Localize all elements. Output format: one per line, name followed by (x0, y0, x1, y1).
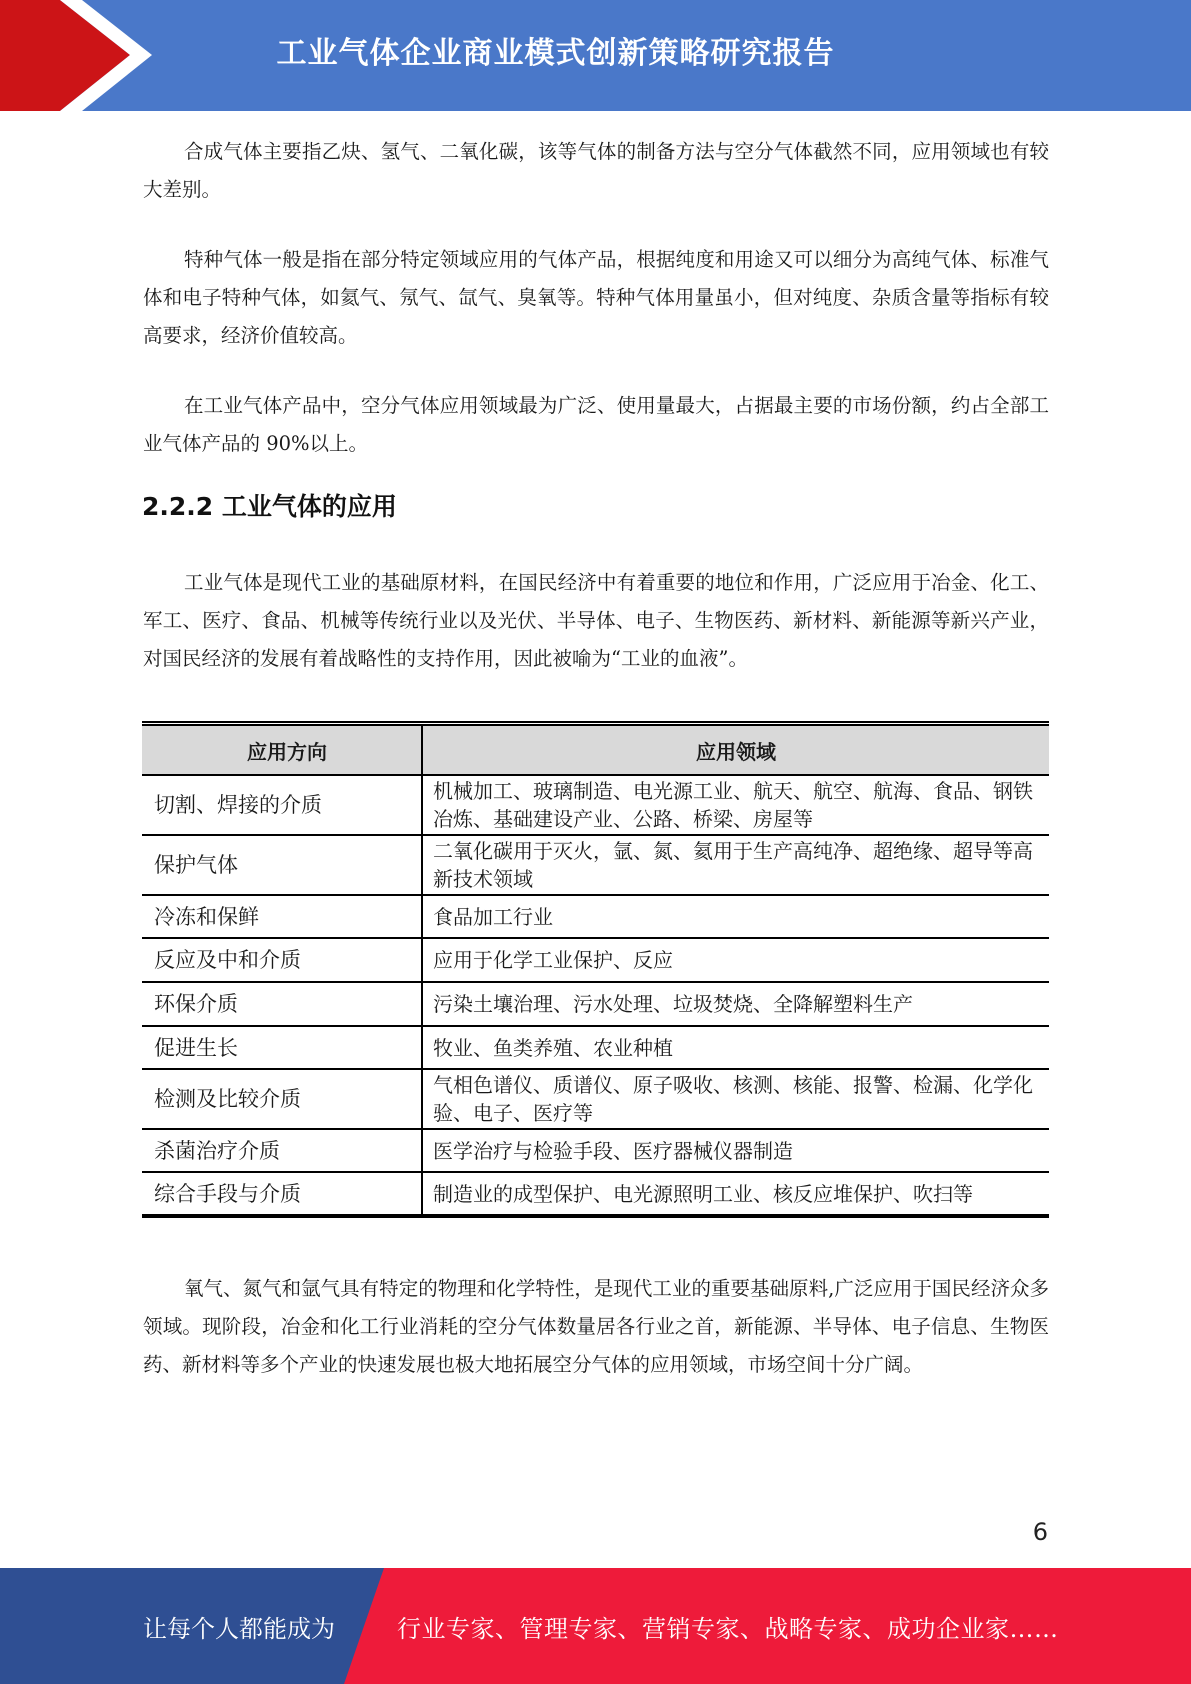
table-row (142, 982, 1049, 1026)
page-header (0, 0, 1191, 111)
section-title: 2.2.2 工业气体的应用 (142, 492, 397, 521)
table-row (142, 1026, 1049, 1069)
cell-field: 制造业的成型保护、电光源照明工业、核反应堆保护、吹扫等 (422, 1172, 1049, 1216)
header-chevron-decoration (0, 0, 160, 111)
cell-field: 机械加工、玻璃制造、电光源工业、航天、航空、航海、食品、钢铁冶炼、基础建设产业、公路、桥梁、房屋等 (422, 775, 1049, 835)
cell-field: 食品加工行业 (422, 895, 1049, 938)
paragraph-market-share: 在工业气体产品中，空分气体应用领域最为广泛、使用量最大，占据最主要的市场份额，约占全部工业气体产品的 90%以上。 (143, 394, 1049, 455)
table-row (142, 1129, 1049, 1172)
table-row (142, 938, 1049, 982)
header-field: 应用领域 (422, 724, 1049, 776)
paragraph-closing: 氧气、氮气和氩气具有特定的物理和化学特性，是现代工业的重要基础原料,广泛应用于国民经济众多领域。现阶段，冶金和化工行业消耗的空分气体数量居各行业之首，新能源、半导体、电子信息、生物医药、新材料等多个产业的快速发展也极大地拓展空分气体的应用领域，市场空间十分广阔。 (143, 1277, 1049, 1376)
cell-field: 医学治疗与检验手段、医疗器械仪器制造 (422, 1129, 1049, 1172)
page-number: 6 (1032, 1518, 1048, 1546)
cell-direction: 冷冻和保鲜 (142, 895, 422, 938)
page-footer (0, 1568, 1191, 1684)
table-row (142, 1172, 1049, 1216)
cell-direction: 反应及中和介质 (142, 938, 422, 982)
cell-direction: 杀菌治疗介质 (142, 1129, 422, 1172)
cell-direction: 环保介质 (142, 982, 422, 1026)
cell-direction: 保护气体 (142, 835, 422, 895)
table-header-row (142, 724, 1049, 776)
applications-table (142, 721, 1049, 1218)
paragraph-specialty-gas: 特种气体一般是指在部分特定领域应用的气体产品，根据纯度和用途又可以细分为高纯气体、标准气体和电子特种气体，如氦气、氖气、氙气、臭氧等。特种气体用量虽小，但对纯度、杂质含量等指标有较高要求，经济价值较高。 (143, 248, 1049, 347)
cell-direction: 综合手段与介质 (142, 1172, 422, 1216)
cell-field: 应用于化学工业保护、反应 (422, 938, 1049, 982)
report-title: 工业气体企业商业模式创新策略研究报告 (276, 36, 835, 71)
header-direction: 应用方向 (142, 724, 422, 776)
cell-direction: 切割、焊接的介质 (142, 775, 422, 835)
table-row (142, 775, 1049, 835)
paragraph-applications-intro: 工业气体是现代工业的基础原材料，在国民经济中有着重要的地位和作用，广泛应用于冶金、化工、军工、医疗、食品、机械等传统行业以及光伏、半导体、电子、生物医药、新材料、新能源等新兴产业，对国民经济的发展有着战略性的支持作用，因此被喻为“工业的血液”。 (143, 571, 1049, 670)
cell-direction: 促进生长 (142, 1026, 422, 1069)
paragraph-synthetic-gas: 合成气体主要指乙炔、氢气、二氧化碳，该等气体的制备方法与空分气体截然不同，应用领域也有较大差别。 (143, 140, 1049, 201)
cell-field: 污染土壤治理、污水处理、垃圾焚烧、全降解塑料生产 (422, 982, 1049, 1026)
table-row (142, 835, 1049, 895)
cell-field: 二氧化碳用于灭火，氩、氮、氦用于生产高纯净、超绝缘、超导等高新技术领域 (422, 835, 1049, 895)
cell-field: 气相色谱仪、质谱仪、原子吸收、核测、核能、报警、检漏、化学化验、电子、医疗等 (422, 1069, 1049, 1129)
footer-slogan-left: 让每个人都能成为 (143, 1614, 335, 1643)
table-row (142, 895, 1049, 938)
cell-field: 牧业、鱼类养殖、农业种植 (422, 1026, 1049, 1069)
footer-slogan-right: 行业专家、管理专家、营销专家、战略专家、成功企业家…… (397, 1614, 1059, 1643)
cell-direction: 检测及比较介质 (142, 1069, 422, 1129)
table-row (142, 1069, 1049, 1129)
